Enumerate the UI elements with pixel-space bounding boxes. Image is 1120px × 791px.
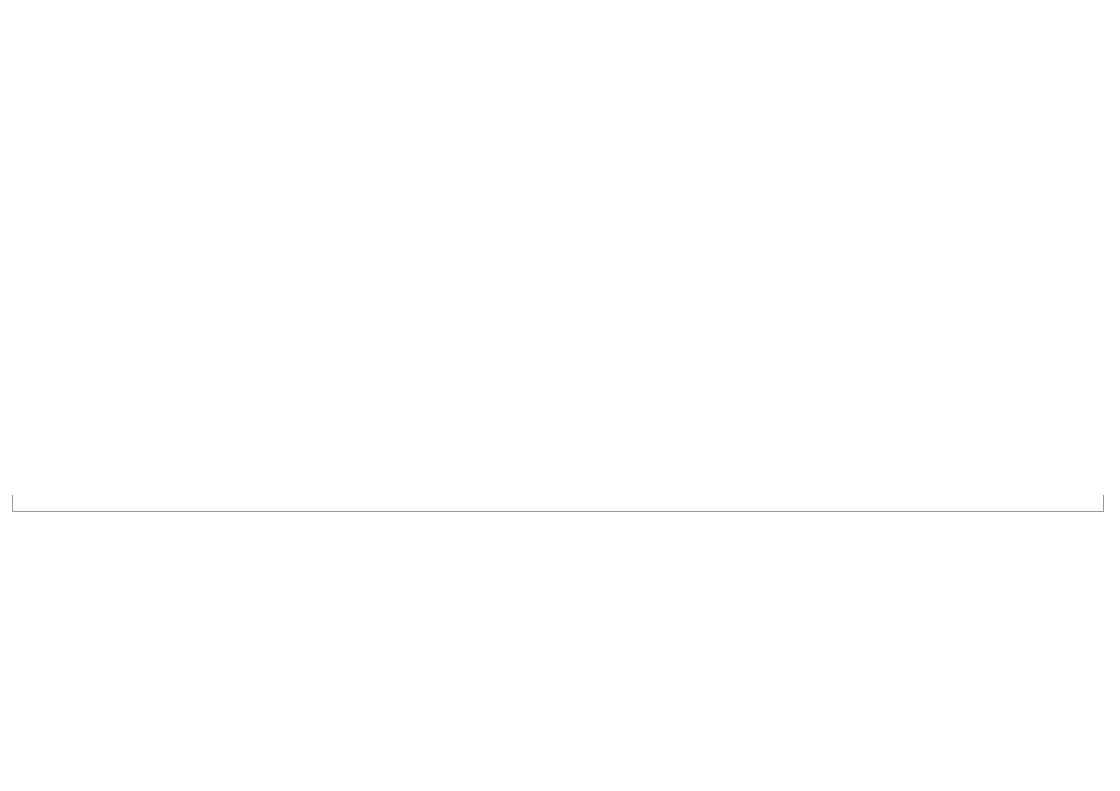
page-frame-line <box>12 495 1104 512</box>
